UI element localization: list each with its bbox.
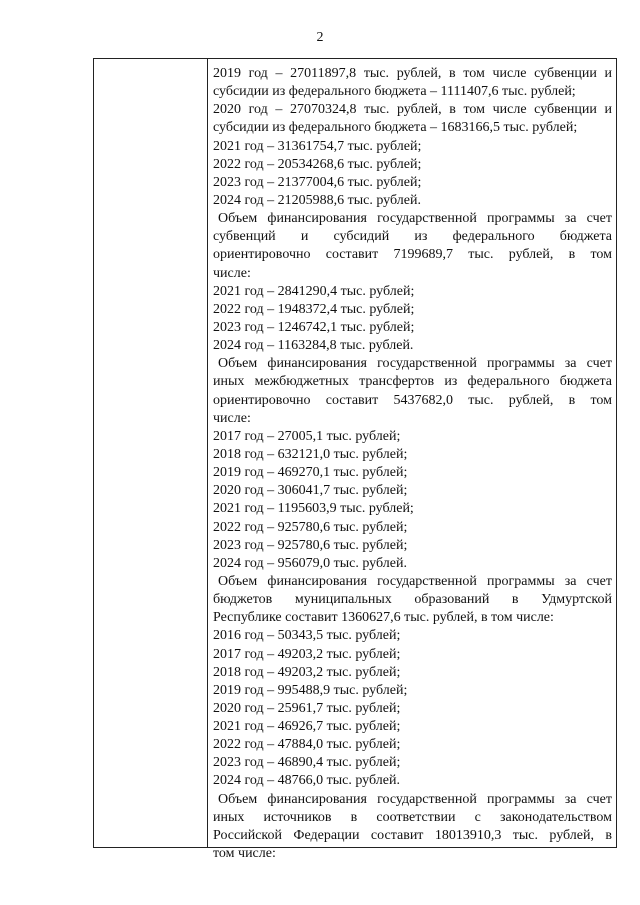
- text-line: 2018 год – 49203,2 тыс. рублей;: [213, 664, 401, 680]
- text-line: 2019 год – 469270,1 тыс. рублей;: [213, 465, 408, 481]
- text-line: 2020 год – 306041,7 тыс. рублей;: [213, 483, 408, 499]
- table-content-cell: [213, 65, 612, 863]
- text-line: субвенций и субсидий из федерального бюджета: [213, 229, 612, 245]
- text-line: 2024 год – 21205988,6 тыс. рублей.: [213, 192, 421, 208]
- text-line: субсидии из федерального бюджета – 1111407,6 тыс. рублей;: [213, 84, 576, 100]
- text-line: иных источников в соответствии с законодательством: [213, 809, 612, 825]
- text-line: 2016 год – 50343,5 тыс. рублей;: [213, 628, 401, 644]
- text-line: иных межбюджетных трансфертов из федерального бюджета: [213, 374, 612, 390]
- text-line: Республике составит 1360627,6 тыс. рублей, в том числе:: [213, 610, 554, 626]
- text-line: 2024 год – 956079,0 тыс. рублей.: [213, 555, 407, 571]
- text-line: 2019 год – 27011897,8 тыс. рублей, в том числе субвенции и: [213, 66, 612, 81]
- text-line: 2022 год – 47884,0 тыс. рублей;: [213, 737, 401, 753]
- text-line: том числе:: [213, 846, 276, 862]
- financing-table: [93, 58, 617, 862]
- text-line: 2022 год – 925780,6 тыс. рублей;: [213, 519, 408, 535]
- text-line: субсидии из федерального бюджета – 1683166,5 тыс. рублей;: [213, 120, 578, 136]
- text-line: Объем финансирования государственной программы за счет: [218, 356, 612, 372]
- text-line: 2023 год – 21377004,6 тыс. рублей;: [213, 174, 422, 190]
- text-line: 2023 год – 46890,4 тыс. рублей;: [213, 755, 401, 771]
- page-number: 2: [316, 30, 324, 45]
- text-line: 2021 год – 2841290,4 тыс. рублей;: [213, 283, 415, 299]
- text-line: 2020 год – 27070324,8 тыс. рублей, в том числе субвенции и: [213, 102, 612, 118]
- text-line: Российской Федерации составит 18013910,3 тыс. рублей, в: [213, 827, 612, 843]
- text-line: ориентировочно составит 7199689,7 тыс. рублей, в том: [213, 247, 612, 263]
- text-line: числе:: [213, 410, 251, 426]
- text-line: 2022 год – 20534268,6 тыс. рублей;: [213, 156, 422, 172]
- text-line: 2017 год – 27005,1 тыс. рублей;: [213, 428, 401, 444]
- text-line: 2021 год – 1195603,9 тыс. рублей;: [213, 501, 414, 517]
- text-line: Объем финансирования государственной программы за счет: [218, 211, 612, 227]
- text-line: 2022 год – 1948372,4 тыс. рублей;: [213, 301, 415, 317]
- text-line: 2021 год – 46926,7 тыс. рублей;: [213, 719, 401, 735]
- text-line: 2024 год – 1163284,8 тыс. рублей.: [213, 338, 414, 354]
- text-line: 2021 год – 31361754,7 тыс. рублей;: [213, 138, 422, 154]
- text-line: 2024 год – 48766,0 тыс. рублей.: [213, 773, 400, 789]
- table-left-cell: [94, 59, 208, 847]
- text-line: 2017 год – 49203,2 тыс. рублей;: [213, 646, 401, 662]
- text-line: 2019 год – 995488,9 тыс. рублей;: [213, 682, 408, 698]
- text-line: числе:: [213, 265, 251, 281]
- text-line: Объем финансирования государственной программы за счет: [218, 791, 612, 807]
- text-line: бюджетов муниципальных образований в Удмуртской: [213, 592, 612, 608]
- text-line: ориентировочно составит 5437682,0 тыс. рублей, в том: [213, 392, 612, 408]
- text-line: 2018 год – 632121,0 тыс. рублей;: [213, 446, 408, 462]
- text-line: 2023 год – 1246742,1 тыс. рублей;: [213, 319, 415, 335]
- text-line: Объем финансирования государственной программы за счет: [218, 573, 612, 589]
- text-line: 2020 год – 25961,7 тыс. рублей;: [213, 700, 401, 716]
- text-line: 2023 год – 925780,6 тыс. рублей;: [213, 537, 408, 553]
